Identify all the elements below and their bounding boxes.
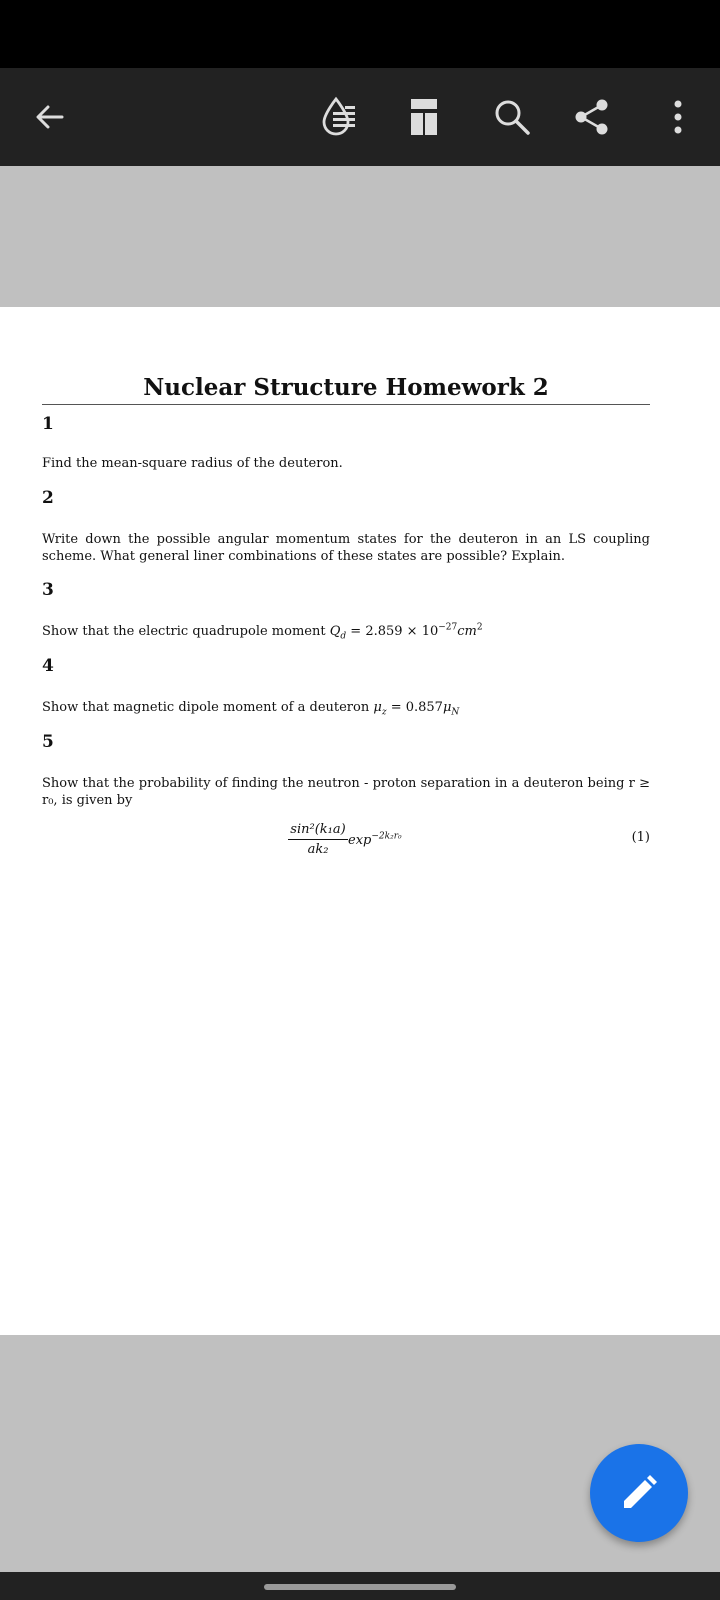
equation-fraction	[288, 822, 348, 857]
share-button[interactable]	[560, 68, 624, 166]
quadrupole-moment-formula: $Q_d = 2.859 \times 10^{-27}cm^2$	[329, 622, 483, 642]
section-text-4-prefix: Show that magnetic dipole moment of a deuteron	[42, 700, 374, 715]
equation-number: (1)	[631, 830, 650, 845]
equation-1	[42, 822, 650, 862]
search-button[interactable]	[480, 68, 544, 166]
reading-mode-icon	[319, 94, 365, 140]
back-arrow-icon	[32, 99, 68, 135]
equation-exponential	[348, 833, 402, 848]
section-text-3	[42, 623, 650, 640]
equation-denominator: ak₂	[307, 842, 329, 857]
dipole-moment-formula: $\mu_z = 0.857\mu_N$	[373, 700, 460, 718]
section-text-1: Find the mean-square radius of the deuteron.	[42, 456, 343, 471]
section-text-2: Write down the possible angular momentum states for the deuteron in an LS coupling scheme. What general liner combinations of these states are possible? Explain.	[42, 532, 650, 564]
share-icon	[572, 97, 612, 137]
section-text-4	[42, 699, 650, 716]
section-number-5: 5	[42, 732, 54, 752]
navigation-bar	[0, 1572, 720, 1600]
edit-pencil-icon	[619, 1473, 659, 1513]
section-text-3-prefix: Show that the electric quadrupole moment	[42, 624, 330, 639]
edit-fab-button[interactable]	[590, 1444, 688, 1542]
section-number-1: 1	[42, 414, 54, 434]
section-number-2: 2	[42, 488, 54, 508]
equation-exp-power: −2k₂r₀	[371, 831, 402, 842]
section-number-3: 3	[42, 580, 54, 600]
document-title: Nuclear Structure Homework 2	[143, 374, 549, 401]
top-toolbar	[0, 68, 720, 166]
reading-mode-button[interactable]	[310, 68, 374, 166]
section-text-5: Show that the probability of finding the neutron - proton separation in a deuteron being r ≥ r₀, is given by	[42, 776, 650, 808]
status-bar	[0, 0, 720, 68]
document-page[interactable]	[0, 307, 720, 1335]
home-gesture-handle[interactable]	[264, 1584, 456, 1590]
more-options-button[interactable]	[646, 68, 710, 166]
page-layout-button[interactable]	[394, 68, 458, 166]
title-rule	[42, 404, 650, 405]
equation-numerator: sin²(k₁a)	[288, 822, 348, 840]
equation-exp-label: exp	[348, 833, 372, 848]
more-vert-icon	[672, 99, 684, 135]
page-layout-icon	[409, 97, 443, 137]
search-icon	[492, 97, 532, 137]
viewer-background-top	[0, 166, 720, 307]
back-button[interactable]	[18, 68, 82, 166]
section-number-4: 4	[42, 656, 54, 676]
